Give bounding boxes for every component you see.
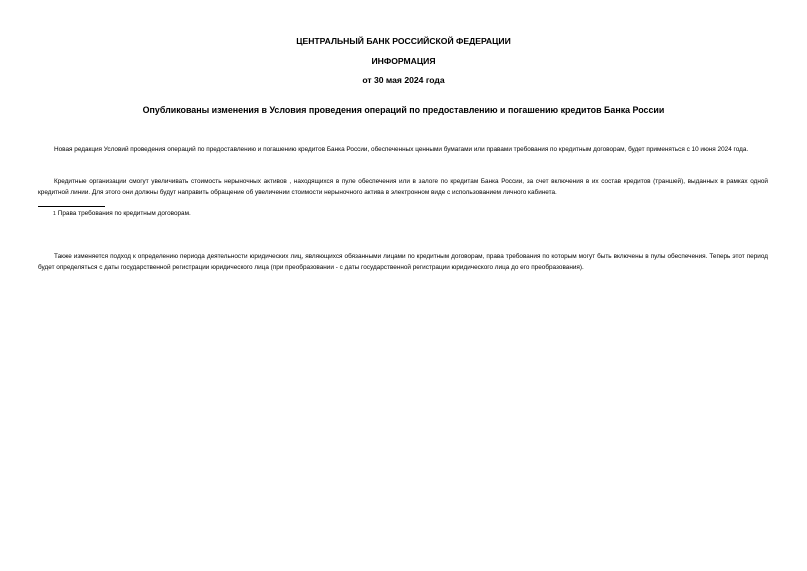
document-headline: Опубликованы изменения в Условия проведения операций по предоставлению и погашению кредитов Банка России <box>142 105 665 115</box>
document-type: ИНФОРМАЦИЯ <box>371 56 436 66</box>
footnote-marker: 1 <box>53 211 56 217</box>
body-paragraph-3: Также изменяется подход к определению периода деятельности юридических лиц, являющихся обязанными лицами по кредитным договорам, права требования по которым могут быть включены в пулы обеспечения. Теперь этот период будет определяться с даты государственной регистрации юридического лица (при преобразовании - с даты государственной регистрации юридического лица до его преобразования). <box>38 253 768 271</box>
footnote-divider <box>38 206 105 207</box>
body-paragraph-2: Кредитные организации смогут увеличивать стоимость нерыночных активов , находящихся в пуле обеспечения или в залоге по кредитам Банка России, за счет включения в их состав кредитов (траншей), выданных в рамках одной кредитной линии. Для этого они должны будут направить обращение об увеличении стоимости нерыночного актива в электронном виде с использованием личного кабинета. <box>38 178 768 196</box>
footnote-text: Права требования по кредитным договорам. <box>57 210 191 217</box>
footnote <box>53 209 191 219</box>
body-paragraph-1: Новая редакция Условий проведения операций по предоставлению и погашению кредитов Банка России, обеспеченных ценными бумагами или правами требования по кредитным договорам, будет применяться с 10 июня 2024 года. <box>54 146 749 153</box>
document-date: от 30 мая 2024 года <box>362 75 445 85</box>
organization-name: ЦЕНТРАЛЬНЫЙ БАНК РОССИЙСКОЙ ФЕДЕРАЦИИ <box>296 36 511 46</box>
